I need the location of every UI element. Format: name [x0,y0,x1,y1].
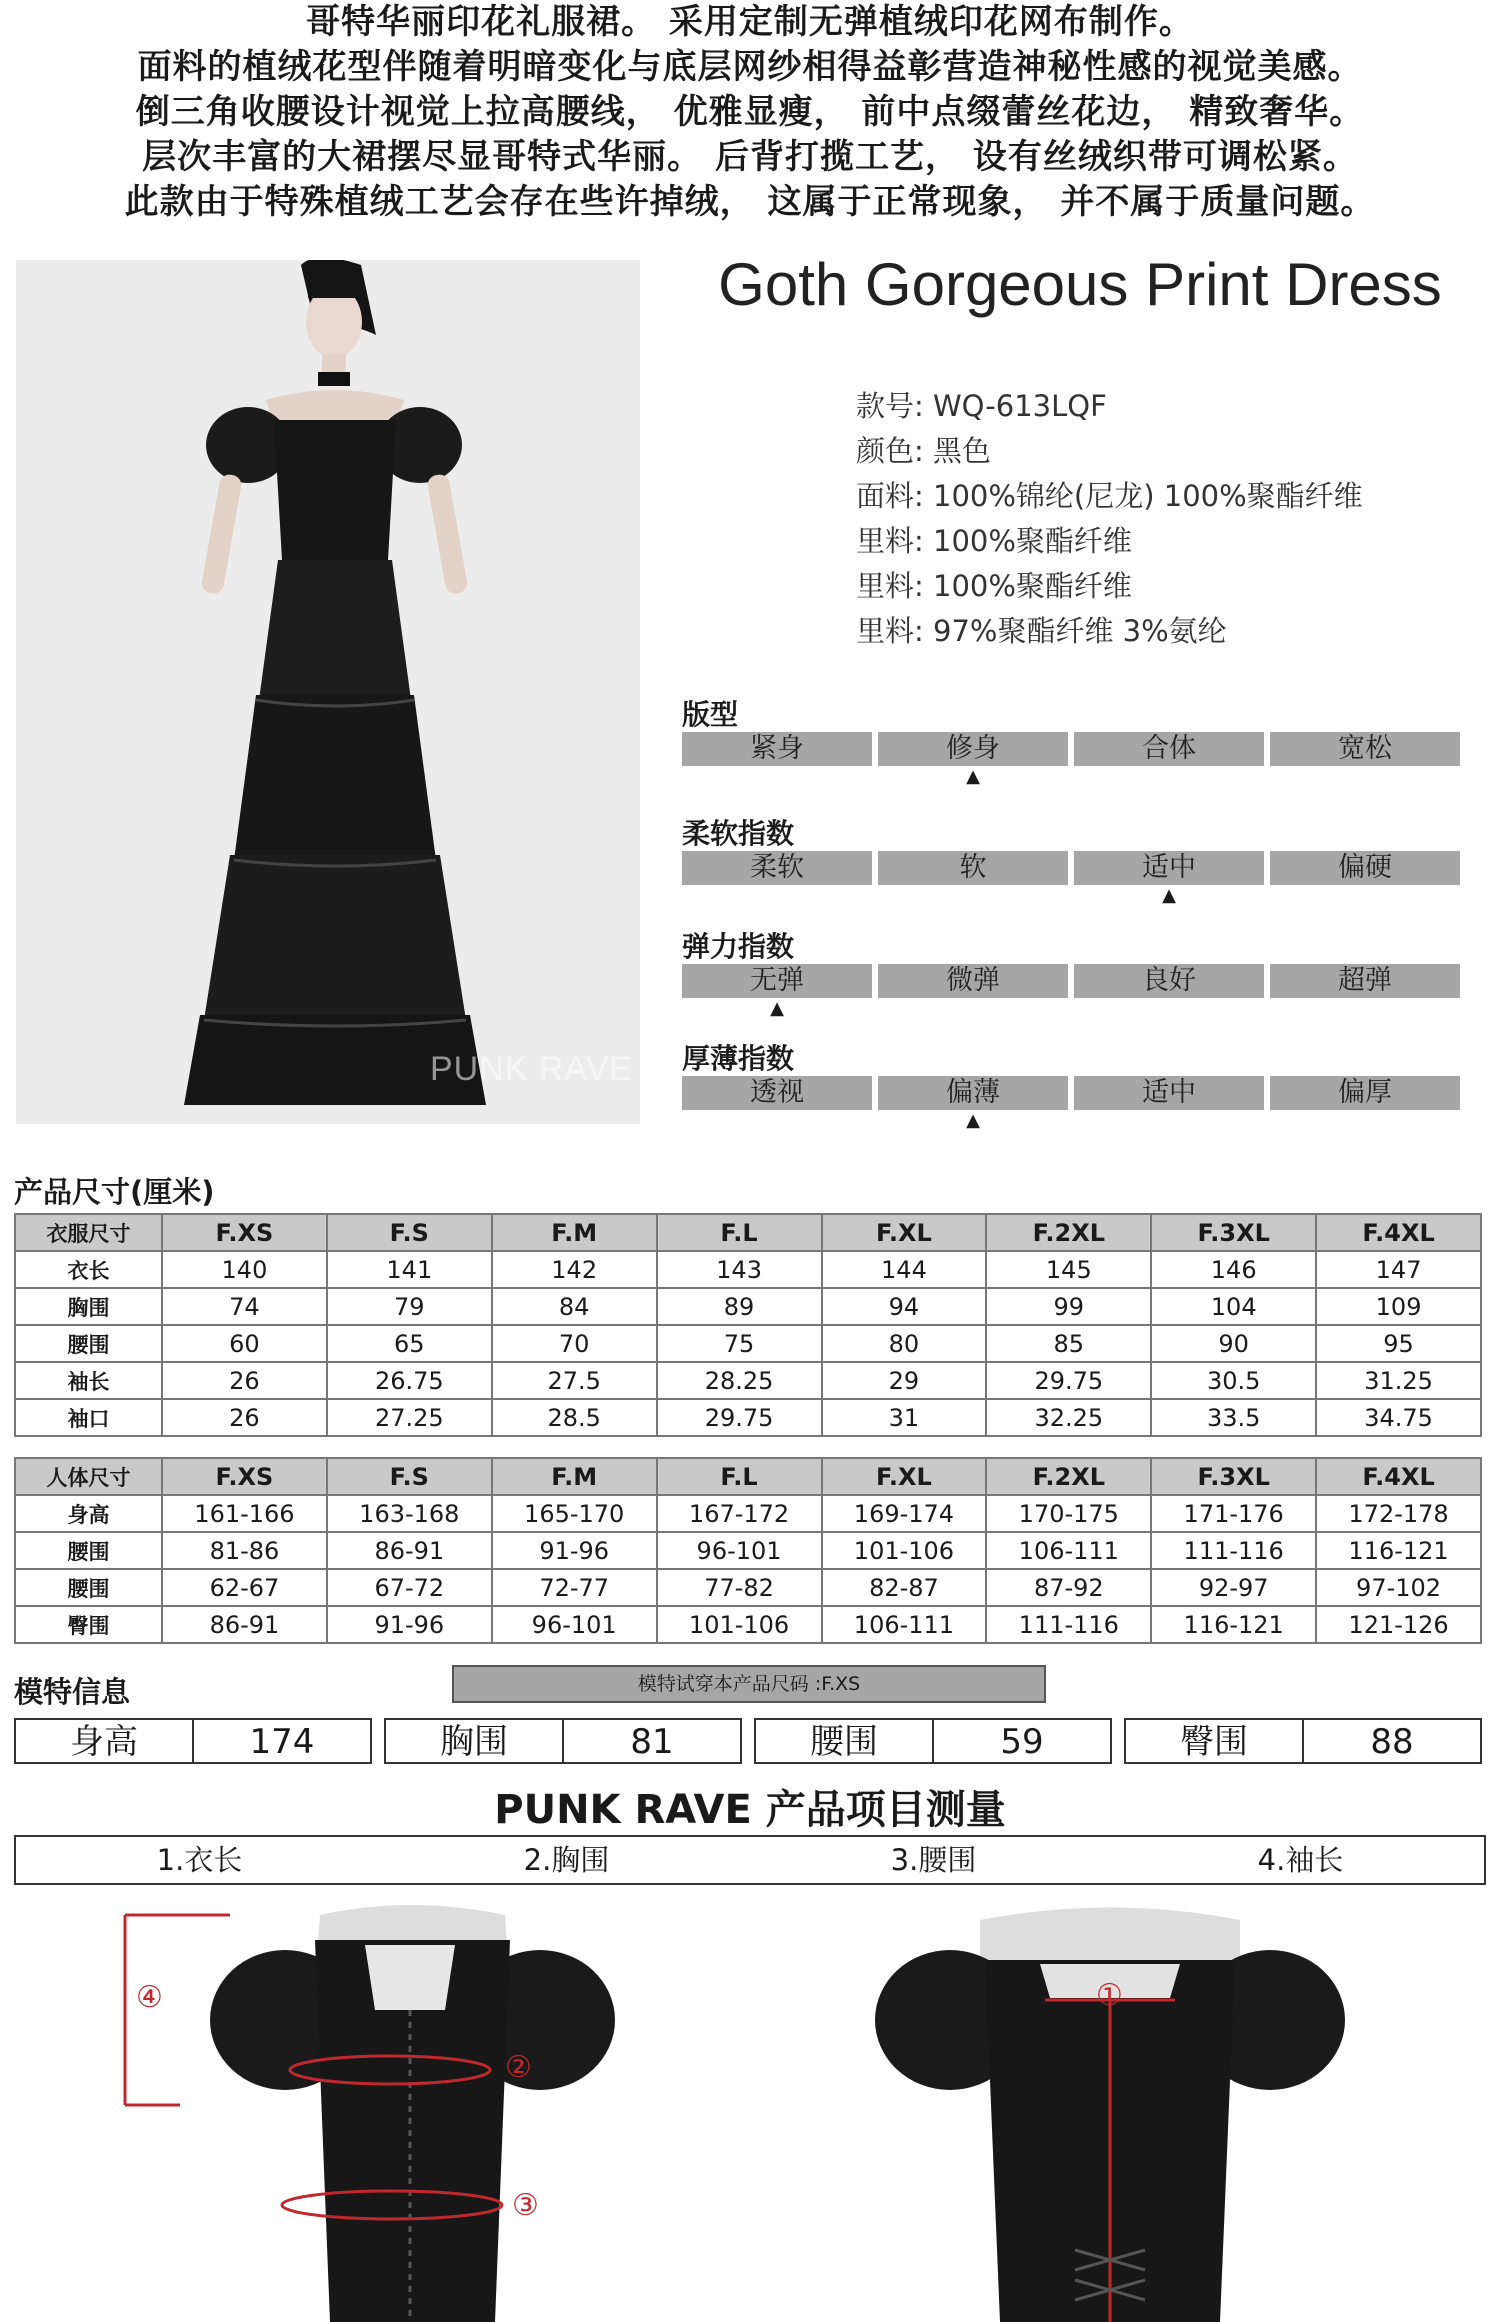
scale-marker [1270,766,1460,788]
hero-model-photo [16,260,640,1124]
table-cell: 79 [327,1288,492,1325]
table-cell: 165-170 [492,1495,657,1532]
table-header-cell: F.4XL [1316,1458,1481,1495]
size-section-title: 产品尺寸(厘米) [14,1175,215,1209]
table-cell: 袖口 [15,1399,162,1436]
table-cell: 141 [327,1251,492,1288]
table-cell: 101-106 [822,1532,987,1569]
table-cell: 116-121 [1316,1532,1481,1569]
scale-marker: ▲ [770,998,784,1019]
spec-lining: 里料: 100%聚酯纤维 [856,569,1132,603]
table-cell: 95 [1316,1325,1481,1362]
table-cell: 145 [986,1251,1151,1288]
table-header-cell: F.2XL [986,1458,1151,1495]
intro-line: 倒三角收腰设计视觉上拉高腰线， 优雅显瘦， 前中点缀蕾丝花边， 精致奢华。 [135,92,1365,132]
body-size-table [14,1457,1482,1644]
model-stats [14,1718,1482,1764]
table-cell: 170-175 [986,1495,1151,1532]
scale-label: 厚薄指数 [682,1042,795,1075]
scale-option: 微弹 [878,964,1068,998]
table-cell: 33.5 [1151,1399,1316,1436]
scale-option: 超弹 [1270,964,1460,998]
table-header-cell: F.XL [822,1214,987,1251]
scale-label: 弹力指数 [682,930,795,963]
brand-watermark: PUNK RAVE [430,1050,633,1088]
product-title: Goth Gorgeous Print Dress [718,251,1442,318]
table-cell: 163-168 [327,1495,492,1532]
table-header-row [15,1458,1481,1495]
table-header-cell: F.XS [162,1214,327,1251]
scale-option: 无弹 [682,964,872,998]
measurement-item: 3.腰围 [890,1843,977,1877]
table-header-cell: F.S [327,1214,492,1251]
table-header-cell: F.XS [162,1458,327,1495]
garment-size-table [14,1213,1482,1437]
scale-marker [682,1110,872,1132]
table-cell: 32.25 [986,1399,1151,1436]
scale-option: 良好 [1074,964,1264,998]
table-row [15,1288,1481,1325]
table-cell: 65 [327,1325,492,1362]
table-header-cell: F.4XL [1316,1214,1481,1251]
table-row [15,1532,1481,1569]
table-cell: 111-116 [986,1606,1151,1643]
table-cell: 27.25 [327,1399,492,1436]
table-cell: 30.5 [1151,1362,1316,1399]
scale-marker [1270,1110,1460,1132]
scale-marker [1270,885,1460,907]
scale-option: 软 [878,851,1068,885]
scale-marks [682,766,1460,788]
spec-color: 颜色: 黑色 [856,434,991,468]
table-header-row [15,1214,1481,1251]
scale-softness [682,817,1460,907]
scale-marker [1074,1110,1264,1132]
table-cell: 171-176 [1151,1495,1316,1532]
scale-option: 宽松 [1270,732,1460,766]
table-row [15,1606,1481,1643]
table-header-cell: 人体尺寸 [15,1458,162,1495]
scale-marks [682,885,1460,907]
intro-text [0,0,1500,225]
spec-lining: 里料: 97%聚酯纤维 3%氨纶 [856,614,1227,648]
model-stat-value: 81 [630,1722,674,1762]
table-cell: 80 [822,1325,987,1362]
spec-lining: 里料: 100%聚酯纤维 [856,524,1132,558]
table-cell: 161-166 [162,1495,327,1532]
table-cell: 75 [657,1325,822,1362]
table-cell: 29.75 [657,1399,822,1436]
scale-option: 柔软 [682,851,872,885]
measurement-title: PUNK RAVE 产品项目测量 [494,1787,1006,1833]
table-cell: 衣长 [15,1251,162,1288]
table-cell: 89 [657,1288,822,1325]
table-cell: 27.5 [492,1362,657,1399]
table-cell: 169-174 [822,1495,987,1532]
table-cell: 腰围 [15,1569,162,1606]
table-cell: 146 [1151,1251,1316,1288]
table-cell: 77-82 [657,1569,822,1606]
table-cell: 31 [822,1399,987,1436]
marker-length: ① [1096,1978,1123,2013]
scale-fit [682,698,1460,788]
table-cell: 106-111 [822,1606,987,1643]
measurement-item: 4.袖长 [1257,1843,1344,1877]
spec-fabric: 面料: 100%锦纶(尼龙) 100%聚酯纤维 [856,479,1363,513]
table-cell: 67-72 [327,1569,492,1606]
table-cell: 84 [492,1288,657,1325]
table-cell: 101-106 [657,1606,822,1643]
back-bodice-illustration [810,1900,1410,2322]
table-cell: 31.25 [1316,1362,1481,1399]
table-cell: 26.75 [327,1362,492,1399]
table-cell: 140 [162,1251,327,1288]
table-header-cell: F.3XL [1151,1458,1316,1495]
model-stat-label: 腰围 [756,1720,934,1762]
table-cell: 29.75 [986,1362,1151,1399]
measurement-item: 2.胸围 [523,1843,610,1877]
scale-marker: ▲ [1162,885,1176,906]
scale-marker: ▲ [966,766,980,787]
table-header-cell: F.2XL [986,1214,1151,1251]
table-header-cell: F.L [657,1214,822,1251]
table-cell: 74 [162,1288,327,1325]
table-cell: 60 [162,1325,327,1362]
table-cell: 147 [1316,1251,1481,1288]
model-stat-value: 88 [1370,1722,1414,1762]
model-figure-illustration [16,260,640,1124]
table-row [15,1399,1481,1436]
table-cell: 85 [986,1325,1151,1362]
scale-marker: ▲ [966,1110,980,1131]
table-header-cell: 衣服尺寸 [15,1214,162,1251]
table-cell: 28.25 [657,1362,822,1399]
table-cell: 82-87 [822,1569,987,1606]
table-cell: 81-86 [162,1532,327,1569]
table-cell: 96-101 [657,1532,822,1569]
table-cell: 91-96 [492,1532,657,1569]
table-row [15,1362,1481,1399]
table-cell: 62-67 [162,1569,327,1606]
marker-waist: ③ [512,2188,539,2223]
table-cell: 26 [162,1362,327,1399]
scale-marker [682,885,872,907]
table-cell: 91-96 [327,1606,492,1643]
scale-label: 版型 [682,698,739,731]
intro-line: 此款由于特殊植绒工艺会存在些许掉绒， 这属于正常现象， 并不属于质量问题。 [124,182,1376,222]
scale-option: 合体 [1074,732,1264,766]
model-stat-label: 身高 [16,1720,194,1762]
table-cell: 腰围 [15,1325,162,1362]
scale-marker [682,766,872,788]
scale-marks [682,1110,1460,1132]
table-header-cell: F.S [327,1458,492,1495]
marker-bust: ② [505,2050,532,2085]
table-cell: 99 [986,1288,1151,1325]
scale-option: 适中 [1074,851,1264,885]
table-cell: 袖长 [15,1362,162,1399]
table-cell: 臀围 [15,1606,162,1643]
table-cell: 身高 [15,1495,162,1532]
scale-option: 透视 [682,1076,872,1110]
table-cell: 97-102 [1316,1569,1481,1606]
table-row [15,1325,1481,1362]
measurement-items [14,1835,1486,1885]
table-cell: 116-121 [1151,1606,1316,1643]
table-row [15,1495,1481,1532]
table-cell: 96-101 [492,1606,657,1643]
table-cell: 106-111 [986,1532,1151,1569]
table-cell: 121-126 [1316,1606,1481,1643]
table-cell: 142 [492,1251,657,1288]
table-cell: 172-178 [1316,1495,1481,1532]
table-cell: 90 [1151,1325,1316,1362]
scale-marker [1074,766,1264,788]
intro-line: 哥特华丽印花礼服裙。 采用定制无弹植绒印花网布制作。 [306,2,1194,42]
model-info-title: 模特信息 [14,1675,131,1709]
scale-marker [878,998,1068,1020]
table-cell: 70 [492,1325,657,1362]
marker-sleeve: ④ [136,1980,163,2015]
scale-option: 适中 [1074,1076,1264,1110]
front-bodice-illustration [110,1900,710,2322]
table-cell: 144 [822,1251,987,1288]
front-measure-photo [110,1900,710,2322]
model-stat-value: 59 [1000,1722,1044,1762]
model-stat-label: 臀围 [1126,1720,1304,1762]
table-header-cell: F.M [492,1214,657,1251]
table-cell: 92-97 [1151,1569,1316,1606]
table-row [15,1251,1481,1288]
table-cell: 26 [162,1399,327,1436]
table-cell: 86-91 [162,1606,327,1643]
table-cell: 72-77 [492,1569,657,1606]
table-cell: 143 [657,1251,822,1288]
model-stat-label: 胸围 [386,1720,564,1762]
product-specs [856,384,1363,654]
scale-marker [878,885,1068,907]
model-stat-height [14,1718,372,1764]
table-cell: 腰围 [15,1532,162,1569]
scale-elasticity [682,930,1460,1020]
model-stat-bust [384,1718,742,1764]
intro-line: 面料的植绒花型伴随着明暗变化与底层网纱相得益彰营造神秘性感的视觉美感。 [137,47,1363,87]
spec-style-number: 款号: WQ-613LQF [856,389,1107,423]
table-cell: 167-172 [657,1495,822,1532]
scale-option: 偏厚 [1270,1076,1460,1110]
scale-marker [1074,998,1264,1020]
scale-label: 柔软指数 [682,817,795,850]
table-header-cell: F.M [492,1458,657,1495]
table-cell: 86-91 [327,1532,492,1569]
table-row [15,1569,1481,1606]
model-stat-value: 174 [249,1722,315,1762]
table-cell: 87-92 [986,1569,1151,1606]
scale-option: 修身 [878,732,1068,766]
model-stat-hip [1124,1718,1482,1764]
scale-option: 偏薄 [878,1076,1068,1110]
table-cell: 29 [822,1362,987,1399]
intro-line: 层次丰富的大裙摆尽显哥特式华丽。 后背打揽工艺， 设有丝绒织带可调松紧。 [142,137,1358,177]
table-cell: 109 [1316,1288,1481,1325]
model-stat-waist [754,1718,1112,1764]
scale-marks [682,998,1460,1020]
table-cell: 胸围 [15,1288,162,1325]
scale-option: 偏硬 [1270,851,1460,885]
table-cell: 94 [822,1288,987,1325]
model-size-banner: 模特试穿本产品尺码 :F.XS [452,1665,1046,1703]
table-cell: 111-116 [1151,1532,1316,1569]
table-header-cell: F.L [657,1458,822,1495]
table-cell: 28.5 [492,1399,657,1436]
scale-marker [1270,998,1460,1020]
table-header-cell: F.3XL [1151,1214,1316,1251]
table-header-cell: F.XL [822,1458,987,1495]
measurement-item: 1.衣长 [156,1843,243,1877]
table-cell: 104 [1151,1288,1316,1325]
scale-option: 紧身 [682,732,872,766]
back-measure-photo [810,1900,1410,2322]
scale-thickness [682,1042,1460,1132]
table-cell: 34.75 [1316,1399,1481,1436]
